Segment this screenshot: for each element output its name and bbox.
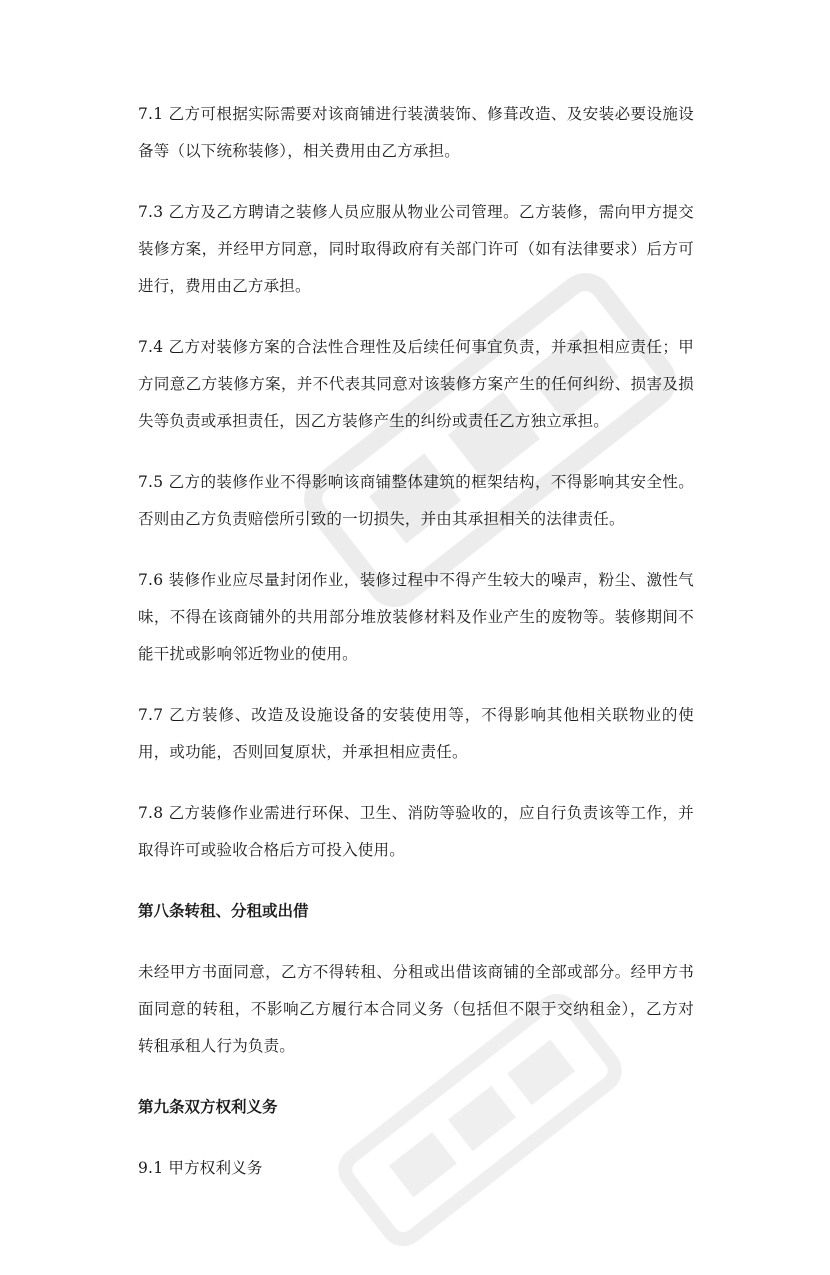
clause-7-7: 7.7 乙方装修、改造及设施设备的安装使用等，不得影响其他相关联物业的使用，或功能，否则回复原状，并承担相应责任。 [138, 706, 694, 761]
clause-7-5: 7.5 乙方的装修作业不得影响该商铺整体建筑的框架结构，不得影响其安全性。否则由乙方负责赔偿所引致的一切损失，并由其承担相关的法律责任。 [138, 473, 694, 528]
clause-7-1: 7.1 乙方可根据实际需要对该商铺进行装潢装饰、修葺改造、及安装必要设施设备等（以下统称装修），相关费用由乙方承担。 [138, 105, 694, 160]
clause-7-3: 7.3 乙方及乙方聘请之装修人员应服从物业公司管理。乙方装修，需向甲方提交装修方案，并经甲方同意，同时取得政府有关部门许可（如有法律要求）后方可进行，费用由乙方承担。 [138, 203, 694, 295]
clause-9-1: 9.1 甲方权利义务 [138, 1159, 263, 1177]
section-8-heading: 第八条转租、分租或出借 [138, 902, 309, 920]
document-content [138, 96, 694, 1211]
section-8-body: 未经甲方书面同意，乙方不得转租、分租或出借该商铺的全部或部分。经甲方书面同意的转租，不影响乙方履行本合同义务（包括但不限于交纳租金），乙方对转租承租人行为负责。 [138, 963, 694, 1055]
clause-7-6: 7.6 装修作业应尽量封闭作业，装修过程中不得产生较大的噪声，粉尘、激性气味，不得在该商铺外的共用部分堆放装修材料及作业产生的废物等。装修期间不能干扰或影响邻近物业的使用。 [138, 571, 694, 663]
section-9-heading: 第九条双方权利义务 [138, 1098, 278, 1116]
clause-7-4: 7.4 乙方对装修方案的合法性合理性及后续任何事宜负责，并承担相应责任；甲方同意乙方装修方案，并不代表其同意对该装修方案产生的任何纠纷、损害及损失等负责或承担责任，因乙方装修产生的纠纷或责任乙方独立承担。 [138, 338, 694, 430]
clause-7-8: 7.8 乙方装修作业需进行环保、卫生、消防等验收的，应自行负责该等工作，并取得许可或验收合格后方可投入使用。 [138, 804, 694, 859]
